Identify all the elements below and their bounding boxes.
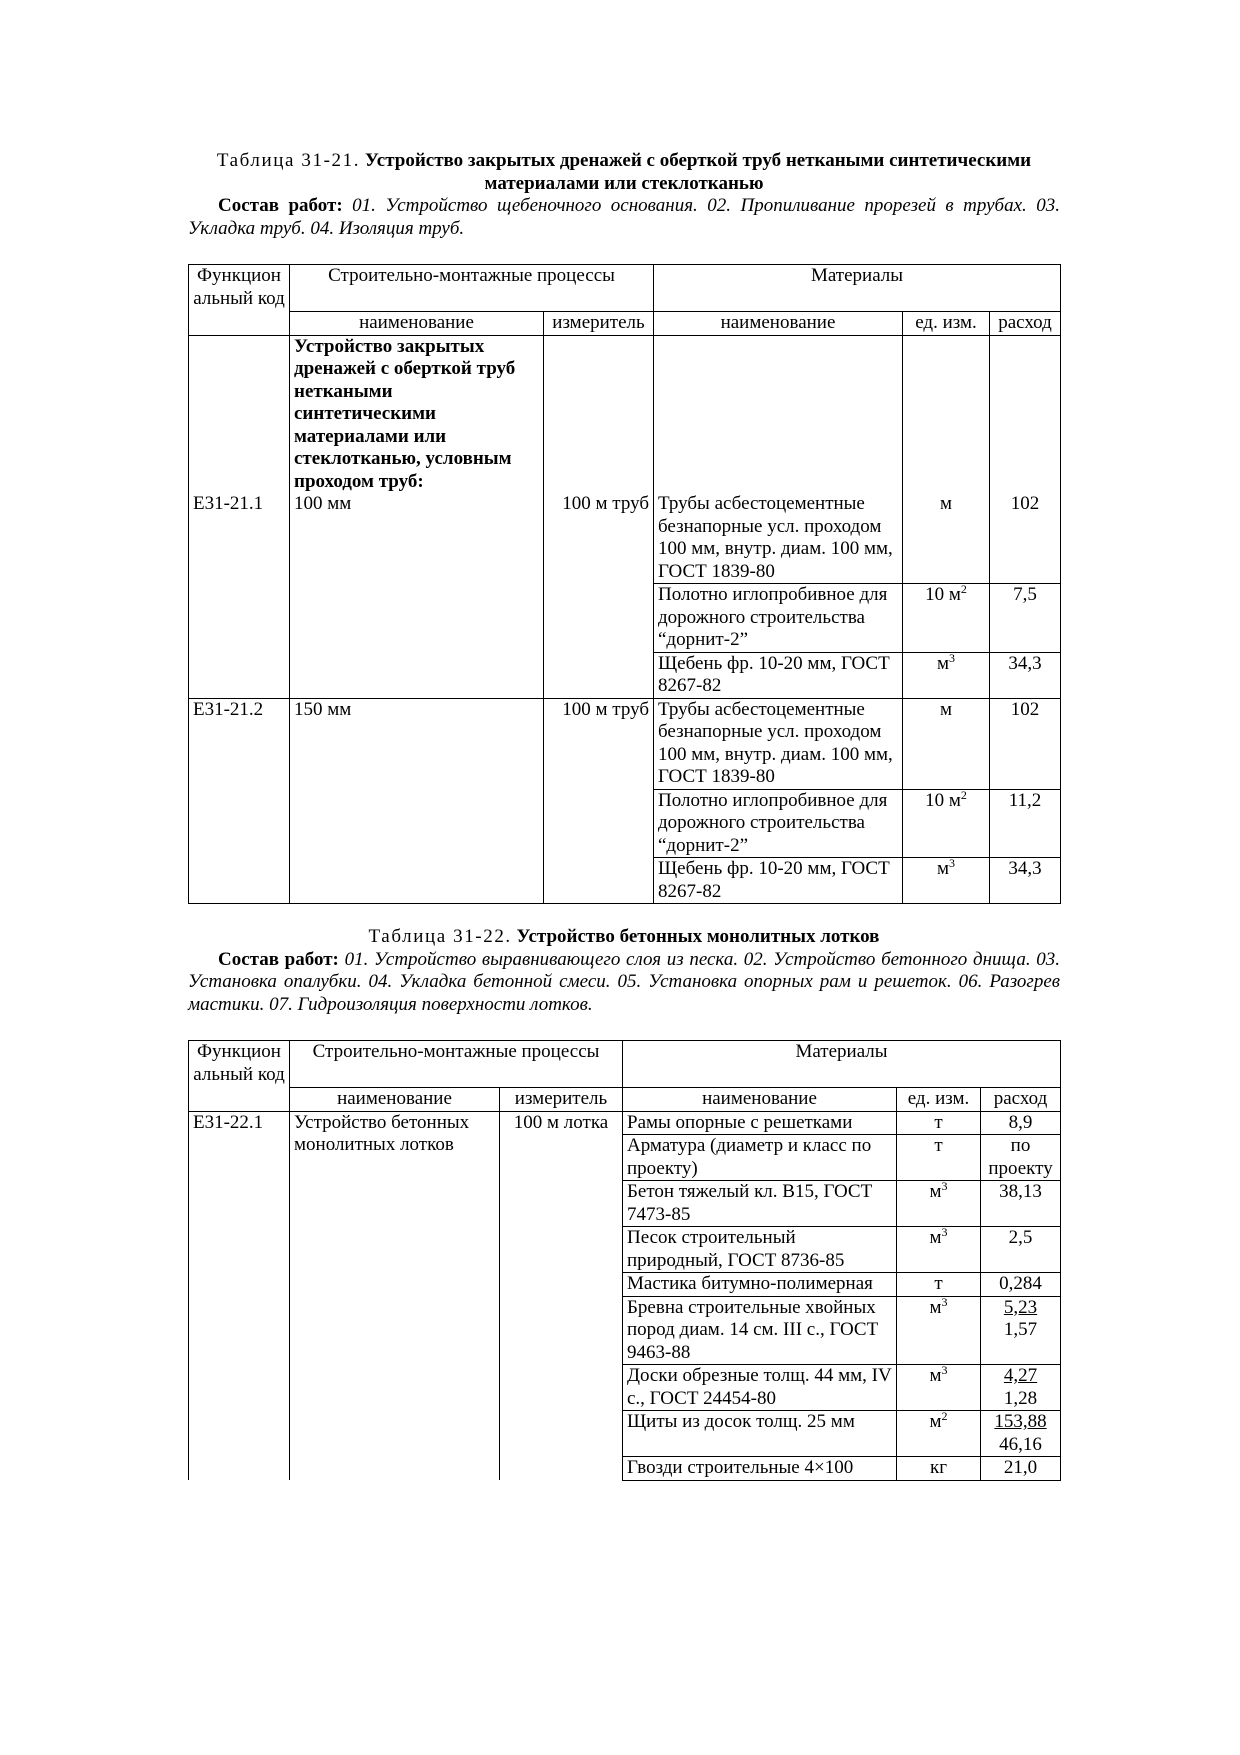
material-name: Гвозди строительные 4×100 xyxy=(623,1457,897,1481)
table1-header-mat-unit: ед. изм. xyxy=(903,312,990,336)
row-code: Е31-21.2 xyxy=(189,698,290,789)
table2-composition-text: 01. Устройство выравнивающего слоя из песка. 02. Устройство бетонного днища. 03. Установка опалубки. 04. Укладка бетонной смеси. 05. Установка опорных рам и решеток. 06. Разогрев мастики. 07. Гидроизоляция поверхности лотков. xyxy=(188,948,1060,1015)
row-unit: 100 м труб xyxy=(544,493,654,584)
table-cell xyxy=(544,652,654,698)
material-unit: 10 $м^2$ xyxy=(903,584,990,653)
material-unit: $м^3$ xyxy=(897,1296,981,1365)
material-qty: 0,284 xyxy=(981,1273,1061,1297)
table-row xyxy=(189,584,1061,653)
table-cell xyxy=(189,652,290,698)
table2-composition xyxy=(188,949,1060,1017)
table-cell xyxy=(189,335,290,493)
table-cell xyxy=(290,858,544,904)
table2-composition-label: Состав работ: xyxy=(218,948,339,970)
table-row xyxy=(189,789,1061,858)
material-name: Щиты из досок толщ. 25 мм xyxy=(623,1411,897,1457)
material-qty: 11,2 xyxy=(990,789,1061,858)
table2-header-code: Функцион альный код xyxy=(189,1041,290,1112)
table2-header-processes: Строительно-монтажные процессы xyxy=(290,1041,623,1088)
table-cell xyxy=(290,789,544,858)
material-qty: по проекту xyxy=(981,1135,1061,1181)
table-cell xyxy=(189,584,290,653)
table2-header-proc-unit: измеритель xyxy=(500,1088,623,1112)
material-unit: $м^3$ xyxy=(903,652,990,698)
material-name: Бетон тяжелый кл. В15, ГОСТ 7473-85 xyxy=(623,1181,897,1227)
material-unit: м xyxy=(903,698,990,789)
table1-header-materials: Материалы xyxy=(654,265,1061,312)
table-row xyxy=(189,698,1061,789)
table2-caption-title: Устройство бетонных монолитных лотков xyxy=(516,926,880,947)
table1-header-processes: Строительно-монтажные процессы xyxy=(290,265,654,312)
material-unit: м xyxy=(903,493,990,584)
table1-header-proc-unit: измеритель xyxy=(544,312,654,336)
table1-caption-title: Устройство закрытых дренажей с оберткой труб неткаными синтетическими материалами или стеклотканью xyxy=(364,150,1032,194)
table-cell xyxy=(544,335,654,493)
table2-header-mat-qty: расход xyxy=(981,1088,1061,1112)
table1-header-mat-name: наименование xyxy=(654,312,903,336)
material-name: Полотно иглопробивное для дорожного строительства “дорнит-2” xyxy=(654,584,903,653)
material-qty: 34,3 xyxy=(990,858,1061,904)
material-name: Щебень фр. 10-20 мм, ГОСТ 8267-82 xyxy=(654,652,903,698)
table-cell xyxy=(544,584,654,653)
table-row xyxy=(189,1111,1061,1135)
material-unit: $м^3$ xyxy=(897,1181,981,1227)
material-name: Песок строительный природный, ГОСТ 8736-85 xyxy=(623,1227,897,1273)
row-unit: 100 м лотка xyxy=(500,1111,623,1480)
material-name: Арматура (диаметр и класс по проекту) xyxy=(623,1135,897,1181)
table-cell xyxy=(189,858,290,904)
table2-caption-number: Таблица 31-22. xyxy=(368,926,512,947)
document-page xyxy=(188,150,1060,1481)
material-name: Трубы асбестоцементные безнапорные усл. проходом 100 мм, внутр. диам. 100 мм, ГОСТ 1839-80 xyxy=(654,698,903,789)
material-name: Рамы опорные с решетками xyxy=(623,1111,897,1135)
table-cell xyxy=(189,789,290,858)
row-unit: 100 м труб xyxy=(544,698,654,789)
material-name: Бревна строительные хвойных пород диам. 14 см. III с., ГОСТ 9463-88 xyxy=(623,1296,897,1365)
table1-header-proc-name: наименование xyxy=(290,312,544,336)
material-qty: 102 xyxy=(990,698,1061,789)
material-unit: $м^2$ xyxy=(897,1411,981,1457)
material-unit: 10 $м^2$ xyxy=(903,789,990,858)
table2-header-mat-name: наименование xyxy=(623,1088,897,1112)
material-unit: $м^3$ xyxy=(897,1365,981,1411)
table-cell xyxy=(903,335,990,493)
material-qty: 5,23 1,57 xyxy=(981,1296,1061,1365)
table2 xyxy=(188,1040,1061,1481)
table-cell xyxy=(290,652,544,698)
material-name: Мастика битумно-полимерная xyxy=(623,1273,897,1297)
table2-header-materials: Материалы xyxy=(623,1041,1061,1088)
table-row xyxy=(189,858,1061,904)
table2-caption xyxy=(188,926,1060,949)
material-unit: кг xyxy=(897,1457,981,1481)
material-name: Доски обрезные толщ. 44 мм, IV с., ГОСТ 24454-80 xyxy=(623,1365,897,1411)
table1-group-title: Устройство закрытых дренажей с оберткой труб неткаными синтетическими материалами или стеклотканью, условным проходом труб: xyxy=(290,335,544,493)
table1-caption xyxy=(188,150,1060,195)
material-unit: т xyxy=(897,1111,981,1135)
table1-composition xyxy=(188,195,1060,240)
material-name: Трубы асбестоцементные безнапорные усл. проходом 100 мм, внутр. диам. 100 мм, ГОСТ 1839-80 xyxy=(654,493,903,584)
row-code: Е31-22.1 xyxy=(189,1111,290,1480)
table2-header-mat-unit: ед. изм. xyxy=(897,1088,981,1112)
material-qty: 102 xyxy=(990,493,1061,584)
material-qty: 153,88 46,16 xyxy=(981,1411,1061,1457)
material-qty: 2,5 xyxy=(981,1227,1061,1273)
table1-header-code: Функцион альный код xyxy=(189,265,290,336)
table-cell xyxy=(654,335,903,493)
table1-composition-label: Состав работ: xyxy=(218,195,343,216)
table-cell xyxy=(990,335,1061,493)
table1-composition-text: 01. Устройство щебеночного основания. 02. Пропиливание прорезей в трубах. 03. Укладка труб. 04. Изоляция труб. xyxy=(188,195,1060,239)
material-qty: 7,5 xyxy=(990,584,1061,653)
material-qty: 38,13 xyxy=(981,1181,1061,1227)
table1-header-mat-qty: расход xyxy=(990,312,1061,336)
table2-header-proc-name: наименование xyxy=(290,1088,500,1112)
table1-caption-number: Таблица 31-21. xyxy=(216,150,361,171)
row-code: Е31-21.1 xyxy=(189,493,290,584)
table-cell xyxy=(544,858,654,904)
table-row xyxy=(189,652,1061,698)
row-name: 150 мм xyxy=(290,698,544,789)
row-name: Устройство бетонных монолитных лотков xyxy=(290,1111,500,1480)
material-qty: 4,27 1,28 xyxy=(981,1365,1061,1411)
material-qty: 8,9 xyxy=(981,1111,1061,1135)
material-name: Полотно иглопробивное для дорожного строительства “дорнит-2” xyxy=(654,789,903,858)
material-qty: 34,3 xyxy=(990,652,1061,698)
row-name: 100 мм xyxy=(290,493,544,584)
material-unit: $м^3$ xyxy=(903,858,990,904)
material-name: Щебень фр. 10-20 мм, ГОСТ 8267-82 xyxy=(654,858,903,904)
table-cell xyxy=(290,584,544,653)
material-unit: т xyxy=(897,1135,981,1181)
table-cell xyxy=(544,789,654,858)
table1 xyxy=(188,264,1061,904)
table-row xyxy=(189,493,1061,584)
material-unit: $м^3$ xyxy=(897,1227,981,1273)
material-qty: 21,0 xyxy=(981,1457,1061,1481)
material-unit: т xyxy=(897,1273,981,1297)
